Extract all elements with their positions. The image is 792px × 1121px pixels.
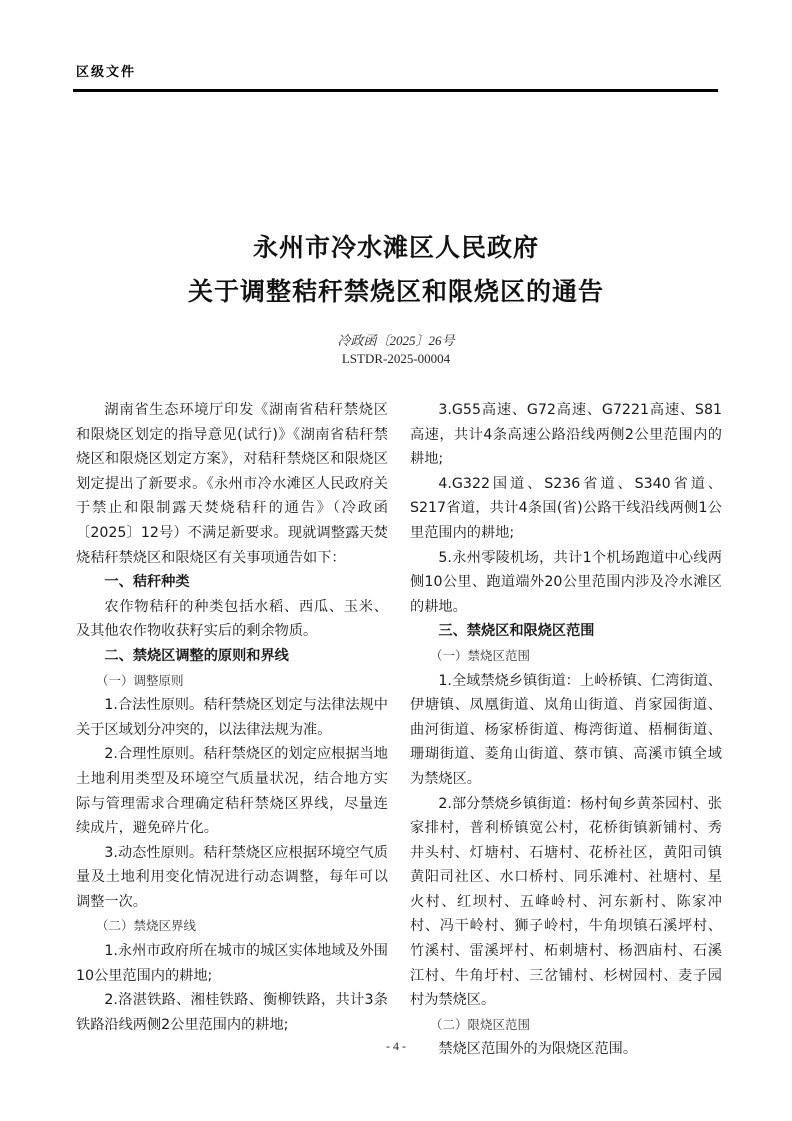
- document-category-label: 区级文件: [76, 65, 137, 80]
- page-number: - 4 -: [386, 1039, 406, 1053]
- body-paragraph: 3.动态性原则。秸秆禁烧区应根据环境空气质量及土地利用变化情况进行动态调整，每年可以调整一次。: [76, 844, 388, 910]
- subsection-heading: （二）限烧区范围: [430, 1016, 531, 1032]
- body-right-column: [410, 398, 722, 1062]
- body-paragraph: 1.全域禁烧乡镇街道：上岭桥镇、仁湾街道、伊塘镇、凤凰街道、岚角山街道、肖家园街道、曲河街道、杨家桥街道、梅湾街道、梧桐街道、珊瑚街道、菱角山街道、蔡市镇、高溪市镇全域为禁烧区。: [410, 672, 722, 787]
- body-paragraph: 1.合法性原则。秸秆禁烧区划定与法律法规中关于区域划分冲突的，以法律法规为准。: [76, 697, 388, 738]
- body-paragraph: 2.部分禁烧乡镇街道：杨村甸乡黄茶园村、张家排村，普利桥镇宽公村，花桥街镇新铺村、秀井头村、灯塘村、石塘村、花桥社区，黄阳司镇黄阳司社区、水口桥村、同乐滩村、社塘村、星火村、红坝村、五峰岭村、河东新村、陈家冲村、冯干岭村、狮子岭村，牛角坝镇石溪坪村、竹溪村、雷溪坪村、柘刺塘村、杨泗庙村、石溪江村、牛角圩村、三岔铺村、杉树园村、麦子园村为禁烧区。: [410, 795, 722, 1009]
- document-title-line-2: 关于调整秸秆禁烧区和限烧区的通告: [187, 277, 604, 306]
- header-divider: [73, 89, 718, 92]
- body-paragraph: 农作物秸秆的种类包括水稻、西瓜、玉米、及其他农作物收获籽实后的剩余物质。: [76, 598, 388, 640]
- body-paragraph: 禁烧区范围外的为限烧区范围。: [438, 1041, 638, 1058]
- subsection-heading: （二）禁烧区界线: [96, 918, 197, 934]
- body-paragraph: 1.永州市政府所在城市的城区实体地域及外围10公里范围内的耕地;: [76, 943, 388, 984]
- body-paragraph: 2.合理性原则。秸秆禁烧区的划定应根据当地土地利用类型及环境空气质量状况，结合地方实际与管理需求合理确定秸秆禁烧区界线，尽量连续成片，避免碎片化。: [76, 746, 388, 837]
- subsection-heading: （一）禁烧区范围: [430, 647, 531, 663]
- document-number: 冷政函〔2025〕26号: [337, 333, 455, 348]
- document-code: LSTDR-2025-00004: [341, 351, 451, 366]
- section-heading: 三、禁烧区和限烧区范围: [438, 623, 595, 640]
- body-paragraph: 5.永州零陵机场，共计1个机场跑道中心线两侧10公里、跑道端外20公里范围内涉及冷水滩区的耕地。: [410, 549, 722, 615]
- body-paragraph: 3.G55高速、G72高速、G7221高速、S81高速，共计4条高速公路沿线两侧2公里范围内的耕地;: [410, 402, 722, 468]
- section-heading: 二、禁烧区调整的原则和界线: [104, 647, 289, 664]
- document-title-line-1: 永州市冷水滩区人民政府: [252, 233, 539, 262]
- subsection-heading: （一）调整原则: [96, 672, 184, 688]
- section-heading: 一、秸秆种类: [104, 574, 190, 591]
- body-paragraph: 2.洛湛铁路、湘桂铁路、衡柳铁路，共计3条铁路沿线两侧2公里范围内的耕地;: [76, 992, 388, 1033]
- body-paragraph: 4.G322国道、S236省道、S340省道、S217省道，共计4条国(省)公路干线沿线两侧1公里范围内的耕地;: [410, 475, 722, 541]
- body-left-column: [76, 398, 388, 1037]
- intro-paragraph: 湖南省生态环境厅印发《湖南省秸秆禁烧区和限烧区划定的指导意见(试行)》《湖南省秸秆禁烧区和限烧区划定方案》，对秸秆禁烧区和限烧区划定提出了新要求。《永州市冷水滩区人民政府关于禁止和限制露天焚烧秸秆的通告》（冷政函〔2025〕12号）不满足新要求。现就调整露天焚烧秸秆禁烧区和限烧区有关事项通告如下：: [76, 402, 388, 566]
